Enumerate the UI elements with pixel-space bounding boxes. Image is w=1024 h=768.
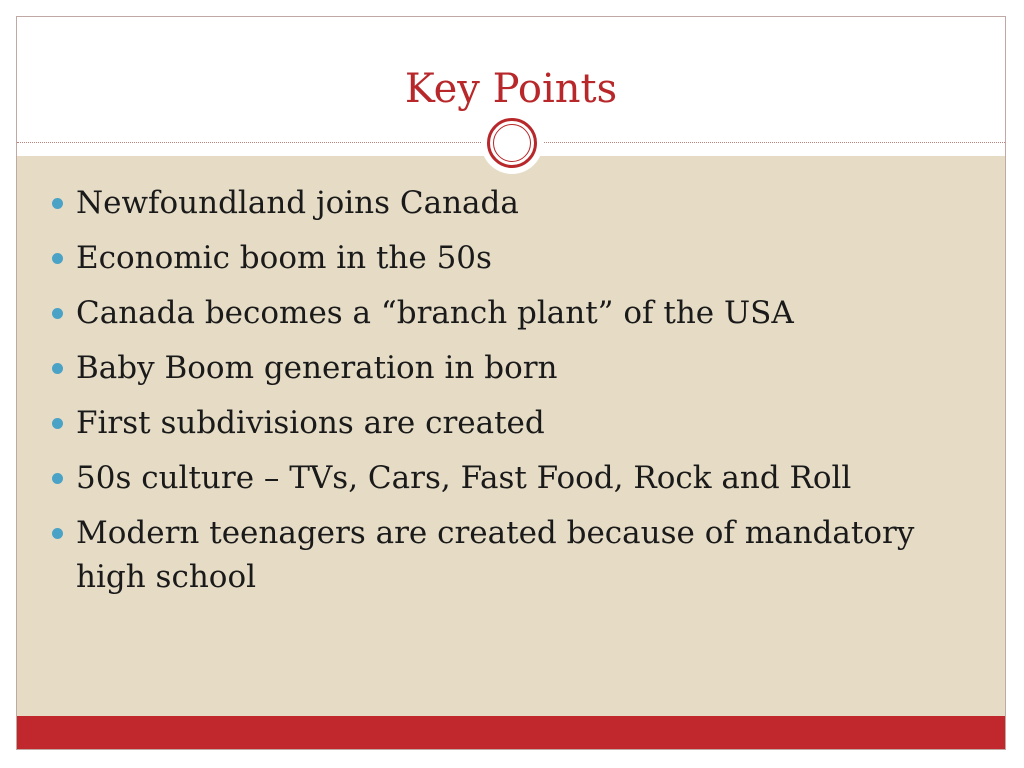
bullet-text: Economic boom in the 50s (76, 240, 492, 276)
slide-frame (16, 16, 1006, 750)
bullet-text: 50s culture – TVs, Cars, Fast Food, Rock and Roll (76, 460, 852, 496)
slide-title: Key Points (404, 66, 618, 112)
bullet-text: Modern teenagers are created because of mandatory high school (76, 515, 915, 595)
bullet-text: First subdivisions are created (76, 405, 545, 441)
bullet-text: Baby Boom generation in born (76, 350, 558, 386)
bullet-text: Canada becomes a “branch plant” of the USA (76, 295, 794, 331)
bullet-text: Newfoundland joins Canada (76, 185, 519, 221)
